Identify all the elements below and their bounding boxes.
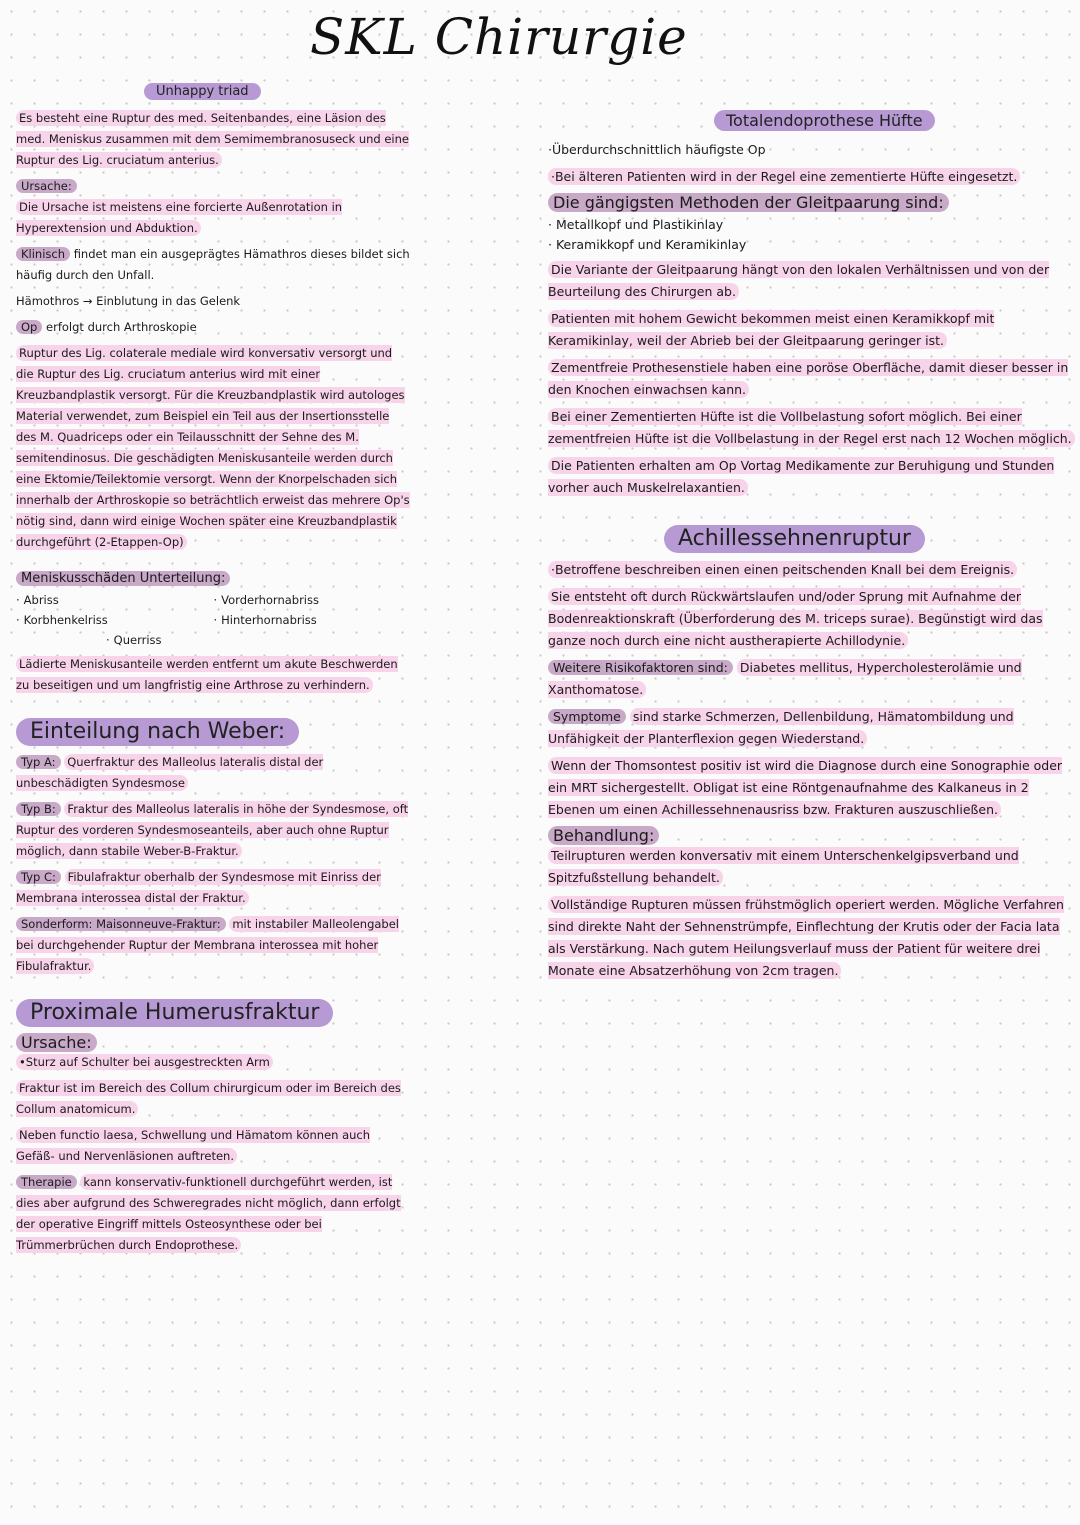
paragraph: Die Variante der Gleitpaarung hängt von den lokalen Verhältnissen und von der Beurteilung des Chirurgen ab.: [548, 262, 1050, 299]
paragraph: Neben functio laesa, Schwellung und Hämatom können auch Gefäß- und Nervenläsionen auftreten.: [16, 1128, 371, 1163]
section-humerus: [16, 999, 411, 1256]
label-behandlung: Behandlung:: [548, 826, 659, 845]
label-sonderform: Sonderform: Maisonneuve-Fraktur:: [16, 917, 226, 931]
paragraph: Die Patienten erhalten am Op Vortag Medikamente zur Beruhigung und Stunden vorher auch Muskelrelaxantien.: [548, 458, 1055, 495]
list-item: · Keramikkopf und Keramikinlay: [548, 235, 1078, 255]
list-item: · Abriss: [16, 590, 214, 610]
paragraph: findet man ein ausgeprägtes Hämathros dieses bildet sich häufig durch den Unfall.: [16, 247, 410, 282]
section-tep: [548, 110, 1078, 499]
list-item: · Hinterhornabriss: [214, 610, 412, 630]
paragraph: ·Überdurchschnittlich häufigste Op: [548, 142, 766, 157]
label-methods: Die gängigsten Methoden der Gleitpaarung sind:: [548, 193, 949, 212]
label-typ-a: Typ A:: [16, 755, 61, 769]
paragraph: Diabetes mellitus, Hypercholesterolämie und Xanthomatose.: [548, 660, 1022, 697]
section-achilles: [548, 525, 1078, 982]
paragraph: mit instabiler Malleolengabel bei durchgehender Ruptur der Membrana interossea mit hoher Fibulafraktur.: [16, 917, 400, 973]
label-meniskus: Meniskusschäden Unterteilung:: [16, 571, 230, 586]
section-heading: Totalendoprothese Hüfte: [714, 110, 935, 131]
page-title: SKL Chirurgie: [310, 8, 688, 66]
label-risk: Weitere Risikofaktoren sind:: [548, 660, 733, 675]
list-item: · Querriss: [16, 630, 411, 650]
label-symptome: Symptome: [548, 709, 626, 724]
paragraph: Fraktur des Malleolus lateralis in höhe der Syndesmose, oft Ruptur des vorderen Syndesmoseanteils, aber auch ohne Ruptur möglich, dann stabile Weber-B-Fraktur.: [16, 802, 409, 858]
right-column: [548, 110, 1078, 996]
section-meniskus: [16, 567, 411, 696]
section-unhappy-triad: [16, 80, 411, 553]
label-klinisch: Klinisch: [16, 247, 70, 261]
paragraph: kann konservativ-funktionell durchgeführt werden, ist dies aber aufgrund des Schweregrades nicht möglich, dann erfolgt der operative Eingriff mittels Osteosynthese oder bei Trümmerbrüchen durch Endoprothese.: [16, 1175, 401, 1252]
paragraph: Zementfreie Prothesenstiele haben eine poröse Oberfläche, damit dieser besser in den Knochen einwachsen kann.: [548, 360, 1069, 397]
paragraph: Bei einer Zementierten Hüfte ist die Vollbelastung sofort möglich. Bei einer zementfreien Hüfte ist die Vollbelastung in der Regel erst nach 12 Wochen möglich.: [548, 408, 1075, 447]
section-heading: Achillessehnenruptur: [664, 525, 925, 553]
paragraph: Es besteht eine Ruptur des med. Seitenbandes, eine Läsion des med. Meniskus zusammen mit dem Semimembranosuseck und eine Ruptur des Lig. cruciatum anterius.: [16, 111, 409, 167]
paragraph: Fraktur ist im Bereich des Collum chirurgicum oder im Bereich des Collum anatomicum.: [16, 1081, 401, 1116]
list-item: · Metallkopf und Plastikinlay: [548, 215, 1078, 235]
paragraph: erfolgt durch Arthroskopie: [46, 320, 197, 334]
paragraph: Teilrupturen werden konversativ mit einem Unterschenkelgipsverband und Spitzfußstellung behandelt.: [548, 848, 1019, 885]
label-therapie: Therapie: [16, 1175, 77, 1189]
section-heading: Einteilung nach Weber:: [16, 718, 299, 746]
label-ursache: Ursache:: [16, 179, 77, 193]
section-heading: Unhappy triad: [144, 83, 261, 100]
list-item: · Vorderhornabriss: [214, 590, 412, 610]
left-column: [16, 80, 411, 1270]
label-ursache: Ursache:: [16, 1033, 97, 1052]
paragraph: Lädierte Meniskusanteile werden entfernt um akute Beschwerden zu beseitigen und um langfristig eine Arthrose zu verhindern.: [16, 657, 398, 692]
label-op: Op: [16, 320, 42, 334]
paragraph: Die Ursache ist meistens eine forcierte Außenrotation in Hyperextension und Abduktion.: [16, 200, 343, 235]
paragraph: Fibulafraktur oberhalb der Syndesmose mit Einriss der Membrana interossea distal der Fraktur.: [16, 870, 381, 905]
paragraph: Patienten mit hohem Gewicht bekommen meist einen Keramikkopf mit Keramikinlay, weil der Abrieb bei der Gleitpaarung geringer ist.: [548, 311, 995, 348]
paragraph: ·Betroffene beschreiben einen einen peitschenden Knall bei dem Ereignis.: [548, 561, 1017, 578]
paragraph: Vollständige Rupturen müssen frühstmöglich operiert werden. Mögliche Verfahren sind direkte Naht der Sehnenstrümpfe, Einflechtung der Krutis oder der Facia lata als Verstärkung. Nach gutem Heilungsverlauf muss der Patient für weitere drei Monate eine Absatzerhöhung von 2cm tragen.: [548, 897, 1064, 978]
section-weber: [16, 718, 411, 977]
label-typ-b: Typ B:: [16, 802, 61, 816]
paragraph: Wenn der Thomsontest positiv ist wird die Diagnose durch eine Sonographie oder ein MRT sichergestellt. Obligat ist eine Röntgenaufnahme des Kalkaneus in 2 Ebenen um einen Achillessehnenausriss bzw. Frakturen auszuschließen.: [548, 758, 1063, 817]
label-typ-c: Typ C:: [16, 870, 61, 884]
paragraph: Hämothros → Einblutung in das Gelenk: [16, 294, 241, 308]
paragraph: ·Bei älteren Patienten wird in der Regel eine zementierte Hüfte eingesetzt.: [548, 168, 1020, 185]
paragraph: Ruptur des Lig. colaterale mediale wird konversativ versorgt und die Ruptur des Lig. cruciatum anterius wird mit einer Kreuzbandplastik versorgt. Für die Kreuzbandplastik wird autologes Material verwendet, zum Beispiel ein Teil aus der Insertionsstelle des M. Quadriceps oder ein Teilausschnitt der Sehne des M. semitendinosus. Die geschädigten Meniskusanteile werden durch eine Ektomie/Teilektomie versorgt. Wenn der Knorpelschaden sich innerhalb der Arthroskopie so beträchtlich erweist das mehrere Op's nötig sind, dann wird einige Wochen später eine Kreuzbandplastik durchgeführt (2-Etappen-Op): [16, 346, 410, 549]
paragraph: •Sturz auf Schulter bei ausgestreckten Arm: [16, 1054, 273, 1070]
section-heading: Proximale Humerusfraktur: [16, 999, 333, 1027]
paragraph: Querfraktur des Malleolus lateralis distal der unbeschädigten Syndesmose: [16, 755, 324, 790]
list-item: · Korbhenkelriss: [16, 610, 214, 630]
paragraph: sind starke Schmerzen, Dellenbildung, Hämatombildung und Unfähigkeit der Planterflexion gegen Wiederstand.: [548, 709, 1014, 746]
paragraph: Sie entsteht oft durch Rückwärtslaufen und/oder Sprung mit Aufnahme der Bodenreaktionskraft (Überforderung des M. triceps surae). Begünstigt wird das ganze noch durch eine nicht austherapierte Achillodynie.: [548, 589, 1043, 648]
